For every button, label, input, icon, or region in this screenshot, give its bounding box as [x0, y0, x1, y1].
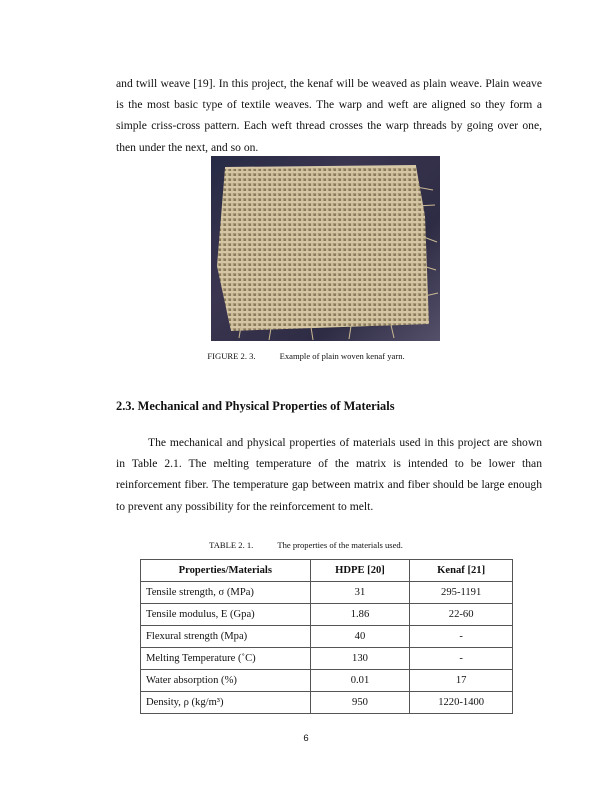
kenaf-cell: - — [410, 648, 513, 670]
kenaf-weave-photo — [211, 156, 440, 341]
property-cell: Melting Temperature (˚C) — [141, 648, 311, 670]
header-hdpe: HDPE [20] — [310, 560, 410, 582]
table-caption — [0, 540, 612, 550]
header-kenaf: Kenaf [21] — [410, 560, 513, 582]
property-cell: Tensile modulus, E (Gpa) — [141, 604, 311, 626]
paragraph-2-text: The mechanical and physical properties of materials used in this project are shown in Table 2.1. The melting temperature of the matrix is intended to be lower than reinforcement fiber. The temperature gap between matrix and fiber should be large enough to prevent any possibility for the reinforcement to melt. — [116, 436, 542, 513]
table-caption-text: The properties of the materials used. — [277, 540, 403, 550]
kenaf-cell: 17 — [410, 670, 513, 692]
page-number: 6 — [303, 733, 309, 744]
table-row — [141, 692, 513, 714]
table-header-row — [141, 560, 513, 582]
body-paragraph: and twill weave [19]. In this project, the kenaf will be weaved as plain weave. Plain weave is the most basic type of textile weaves. The warp and weft are aligned so they form a simple criss-cross pattern. Each weft thread crosses the warp threads by going over one, then under the next, and so on. — [116, 77, 542, 154]
figure-number: FIGURE 2. 3. — [207, 351, 256, 361]
hdpe-cell: 130 — [310, 648, 410, 670]
property-cell: Water absorption (%) — [141, 670, 311, 692]
table-row — [141, 604, 513, 626]
figure-caption — [0, 351, 612, 361]
header-properties: Properties/Materials — [141, 560, 311, 582]
kenaf-cell: - — [410, 626, 513, 648]
kenaf-cell: 22-60 — [410, 604, 513, 626]
figure-caption-text: Example of plain woven kenaf yarn. — [279, 351, 405, 361]
table-number: TABLE 2. 1. — [209, 540, 254, 550]
property-cell: Tensile strength, σ (MPa) — [141, 582, 311, 604]
hdpe-cell: 31 — [310, 582, 410, 604]
section-heading: 2.3. Mechanical and Physical Properties of Materials — [116, 399, 395, 413]
body-paragraph-2 — [116, 432, 542, 517]
properties-table — [140, 559, 513, 714]
table-row — [141, 626, 513, 648]
kenaf-cell: 1220-1400 — [410, 692, 513, 714]
table-row — [141, 648, 513, 670]
kenaf-cell: 295-1191 — [410, 582, 513, 604]
hdpe-cell: 40 — [310, 626, 410, 648]
table-row — [141, 670, 513, 692]
property-cell: Flexural strength (Mpa) — [141, 626, 311, 648]
hdpe-cell: 0.01 — [310, 670, 410, 692]
woven-fabric-image — [211, 156, 440, 341]
property-cell: Density, ρ (kg/m³) — [141, 692, 311, 714]
hdpe-cell: 950 — [310, 692, 410, 714]
table-row — [141, 582, 513, 604]
hdpe-cell: 1.86 — [310, 604, 410, 626]
